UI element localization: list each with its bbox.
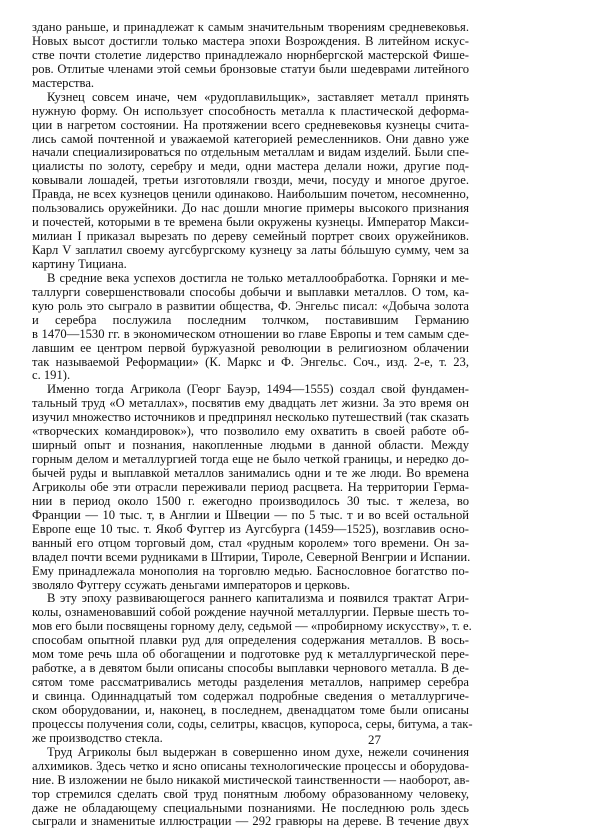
text-line: сыграли и знаменитые иллюстрации — 292 гравюры на дереве. В течение двух: [32, 814, 469, 829]
text-line: даже не обладающему специальными познаниями. Не последнюю роль здесь: [32, 800, 469, 815]
document-page-body: [32, 20, 473, 829]
text-line: нужную форму. Он использует способность металла к пластической деформа-: [32, 103, 469, 118]
text-line: здано раньше, и принадлежат к самым значительным творениям средневековья.: [32, 20, 469, 34]
text-line: лавшим ее центром первой буржуазной революции в религиозном облачении: [32, 340, 469, 355]
text-line: ковывали лошадей, третьи изготовляли гвозди, мечи, посуду и многое другое.: [32, 173, 469, 188]
page-number: 27: [368, 732, 381, 747]
text-line: горным делом и металлургией тогда еще не было четкой границы, и нередко до-: [32, 452, 469, 467]
text-line: тальный труд «О металлах», посвятив ему двадцать лет жизни. За это время он: [32, 396, 469, 411]
text-line: Труд Агриколы был выдержан в совершенно ином духе, нежели сочинения: [47, 744, 469, 759]
text-line: стве почти столетие лидерство принадлежало нюрнбергской мастерской Фише-: [32, 47, 469, 62]
text-line: изучил множество источников и предпринял несколько путешествий (так сказать: [32, 410, 469, 425]
text-line: бычей руды и выплавкой металлов занимались одни и те же люди. Во времена: [32, 466, 469, 480]
text-line: и свинца. Одиннадцатый том содержал подробные сведения о металлургиче-: [32, 689, 469, 703]
text-line: таллурги совершенствовали способы добычи и выплавки металлов. О том, ка-: [32, 284, 469, 299]
text-line: циалисты по золоту, серебру и меди, одни мастера делали ножи, другие под-: [32, 159, 469, 174]
text-line: ние. В изложении не было никакой мистической таинственности — наоборот, ав-: [32, 772, 470, 787]
text-line: ском оборудовании, и, наконец, в последнем, двенадцатом томе были описаны: [32, 702, 469, 717]
text-line: В средние века успехов достигла не только металлообработка. Горняки и ме-: [47, 270, 469, 285]
text-line: Карл V заплатил своему аугсбургскому кузнецу за латы бóльшую сумму, чем за: [32, 243, 469, 257]
text-line: лись самой почтенной и уважаемой категорией ремесленников. Они давно уже: [32, 131, 469, 146]
text-line: Кузнец совсем иначе, чем «рудоплавильщик», заставляет металл принять: [47, 89, 469, 104]
text-line: и почестей, которыми в те времена были окружены кузнецы. Император Макси-: [32, 215, 469, 230]
paragraph-6: [32, 746, 469, 829]
text-line: тор стремился сделать свой труд понятным любому образованному человеку,: [32, 786, 469, 801]
text-line: сятом томе рассматривались методы разделения металлов, например серебра: [32, 675, 469, 690]
text-line: начали специализироваться по отдельным металлам и видам изделий. Были спе-: [32, 145, 469, 160]
text-line: мастерства.: [32, 75, 95, 90]
text-line: В эту эпоху развивающегося раннего капитализма и появился трактат Агри-: [47, 591, 469, 606]
text-line: «творческих командировок»), что позволило ему охватить в своей работе об-: [32, 424, 469, 439]
paragraph-2: [32, 91, 469, 272]
text-line: нии в период около 1500 г. ежегодно производилось 30 тыс. т железа, во: [32, 493, 469, 508]
text-line: с. 191).: [32, 368, 71, 383]
text-line: картину Тициана.: [32, 256, 127, 271]
text-line: в 1470—1530 гг. в экономическом отношении во главе Европы и тем самым сде-: [32, 326, 469, 341]
text-line: зволяло Фуггеру ссужать деньгами императоров и церковь.: [32, 577, 350, 592]
text-line: алхимиков. Здесь четко и ясно описаны технологические процессы и оборудова-: [32, 758, 469, 773]
text-line: пользовались оружейники. До нас дошли многие примеры высокого признания: [32, 201, 469, 216]
text-line: Именно тогда Агрикола (Георг Бауэр, 1494—1555) создал свой фундамен-: [47, 382, 469, 397]
text-line: и серебра послужила последним толчком, поставившим Германию: [32, 312, 469, 327]
text-line: работке, а в девятом были описаны способы выплавки чернового металла. В де-: [32, 661, 469, 676]
text-line: же производство стекла.: [32, 730, 163, 745]
text-line: владел почти всеми рудниками в Штирии, Тироле, Северной Венгрии и Испании.: [32, 549, 471, 564]
text-line: так называемой Реформации» (К. Маркс и Ф. Энгельс. Соч., изд. 2-е, т. 23,: [32, 354, 469, 369]
text-line: ров. Отлитые членами этой семьи бронзовые статуи были шедеврами литейного: [32, 61, 469, 76]
text-line: милиан I приказал вырезать по дереву семейный портрет своих оружейников.: [32, 229, 469, 244]
text-line: Новых высот достигли только мастера эпохи Возрождения. В литейном искус-: [32, 33, 469, 48]
text-line: Ему принадлежала монополия на торговлю медью. Баснословное богатство по-: [32, 563, 469, 578]
text-line: мом томе речь шла об обогащении и подготовке руд к металлургической пере-: [32, 647, 469, 662]
text-line: способам опытной плавки руд для определения содержания металлов. В вось-: [32, 633, 469, 648]
text-line: мов его были посвящены горному делу, седьмой — «пробирному искусству», т. е.: [32, 619, 472, 634]
paragraph-3: [32, 272, 469, 384]
paragraph-1: [32, 21, 469, 91]
text-line: ширный опыт и познания, накопленные людьми в данной области. Между: [32, 438, 469, 453]
text-line: Франции — 10 тыс. т, в Англии и Швеции — по 5 тыс. т и во всей остальной: [32, 507, 469, 522]
paragraph-4: [32, 383, 469, 592]
text-line: кую роль это сыграло в развитии общества, Ф. Энгельс писал: «Добыча золота: [32, 298, 469, 313]
text-line: Европе еще 10 тыс. т. Якоб Фуггер из Аугсбурга (1459—1525), возглавив осно-: [32, 521, 469, 536]
text-line: ванный его отцом торговый дом, стал «рудным королем» того времени. Он за-: [32, 535, 469, 550]
text-line: Правда, не всех кузнецов ценили одинаково. Наибольшим почетом, несомненно,: [32, 187, 469, 202]
text-line: процессы получения соли, соды, селитры, квасцов, купороса, серы, битума, а так-: [32, 716, 473, 731]
text-line: Агриколы обе эти отрасли переживали период расцвета. На территории Герма-: [32, 479, 469, 494]
text-line: ции в нагретом состоянии. На протяжении всего средневековья кузнецы счита-: [32, 117, 469, 132]
paragraph-5: [32, 591, 473, 745]
text-line: колы, ознаменовавший собой рождение научной металлургии. Первые шесть то-: [32, 605, 469, 620]
